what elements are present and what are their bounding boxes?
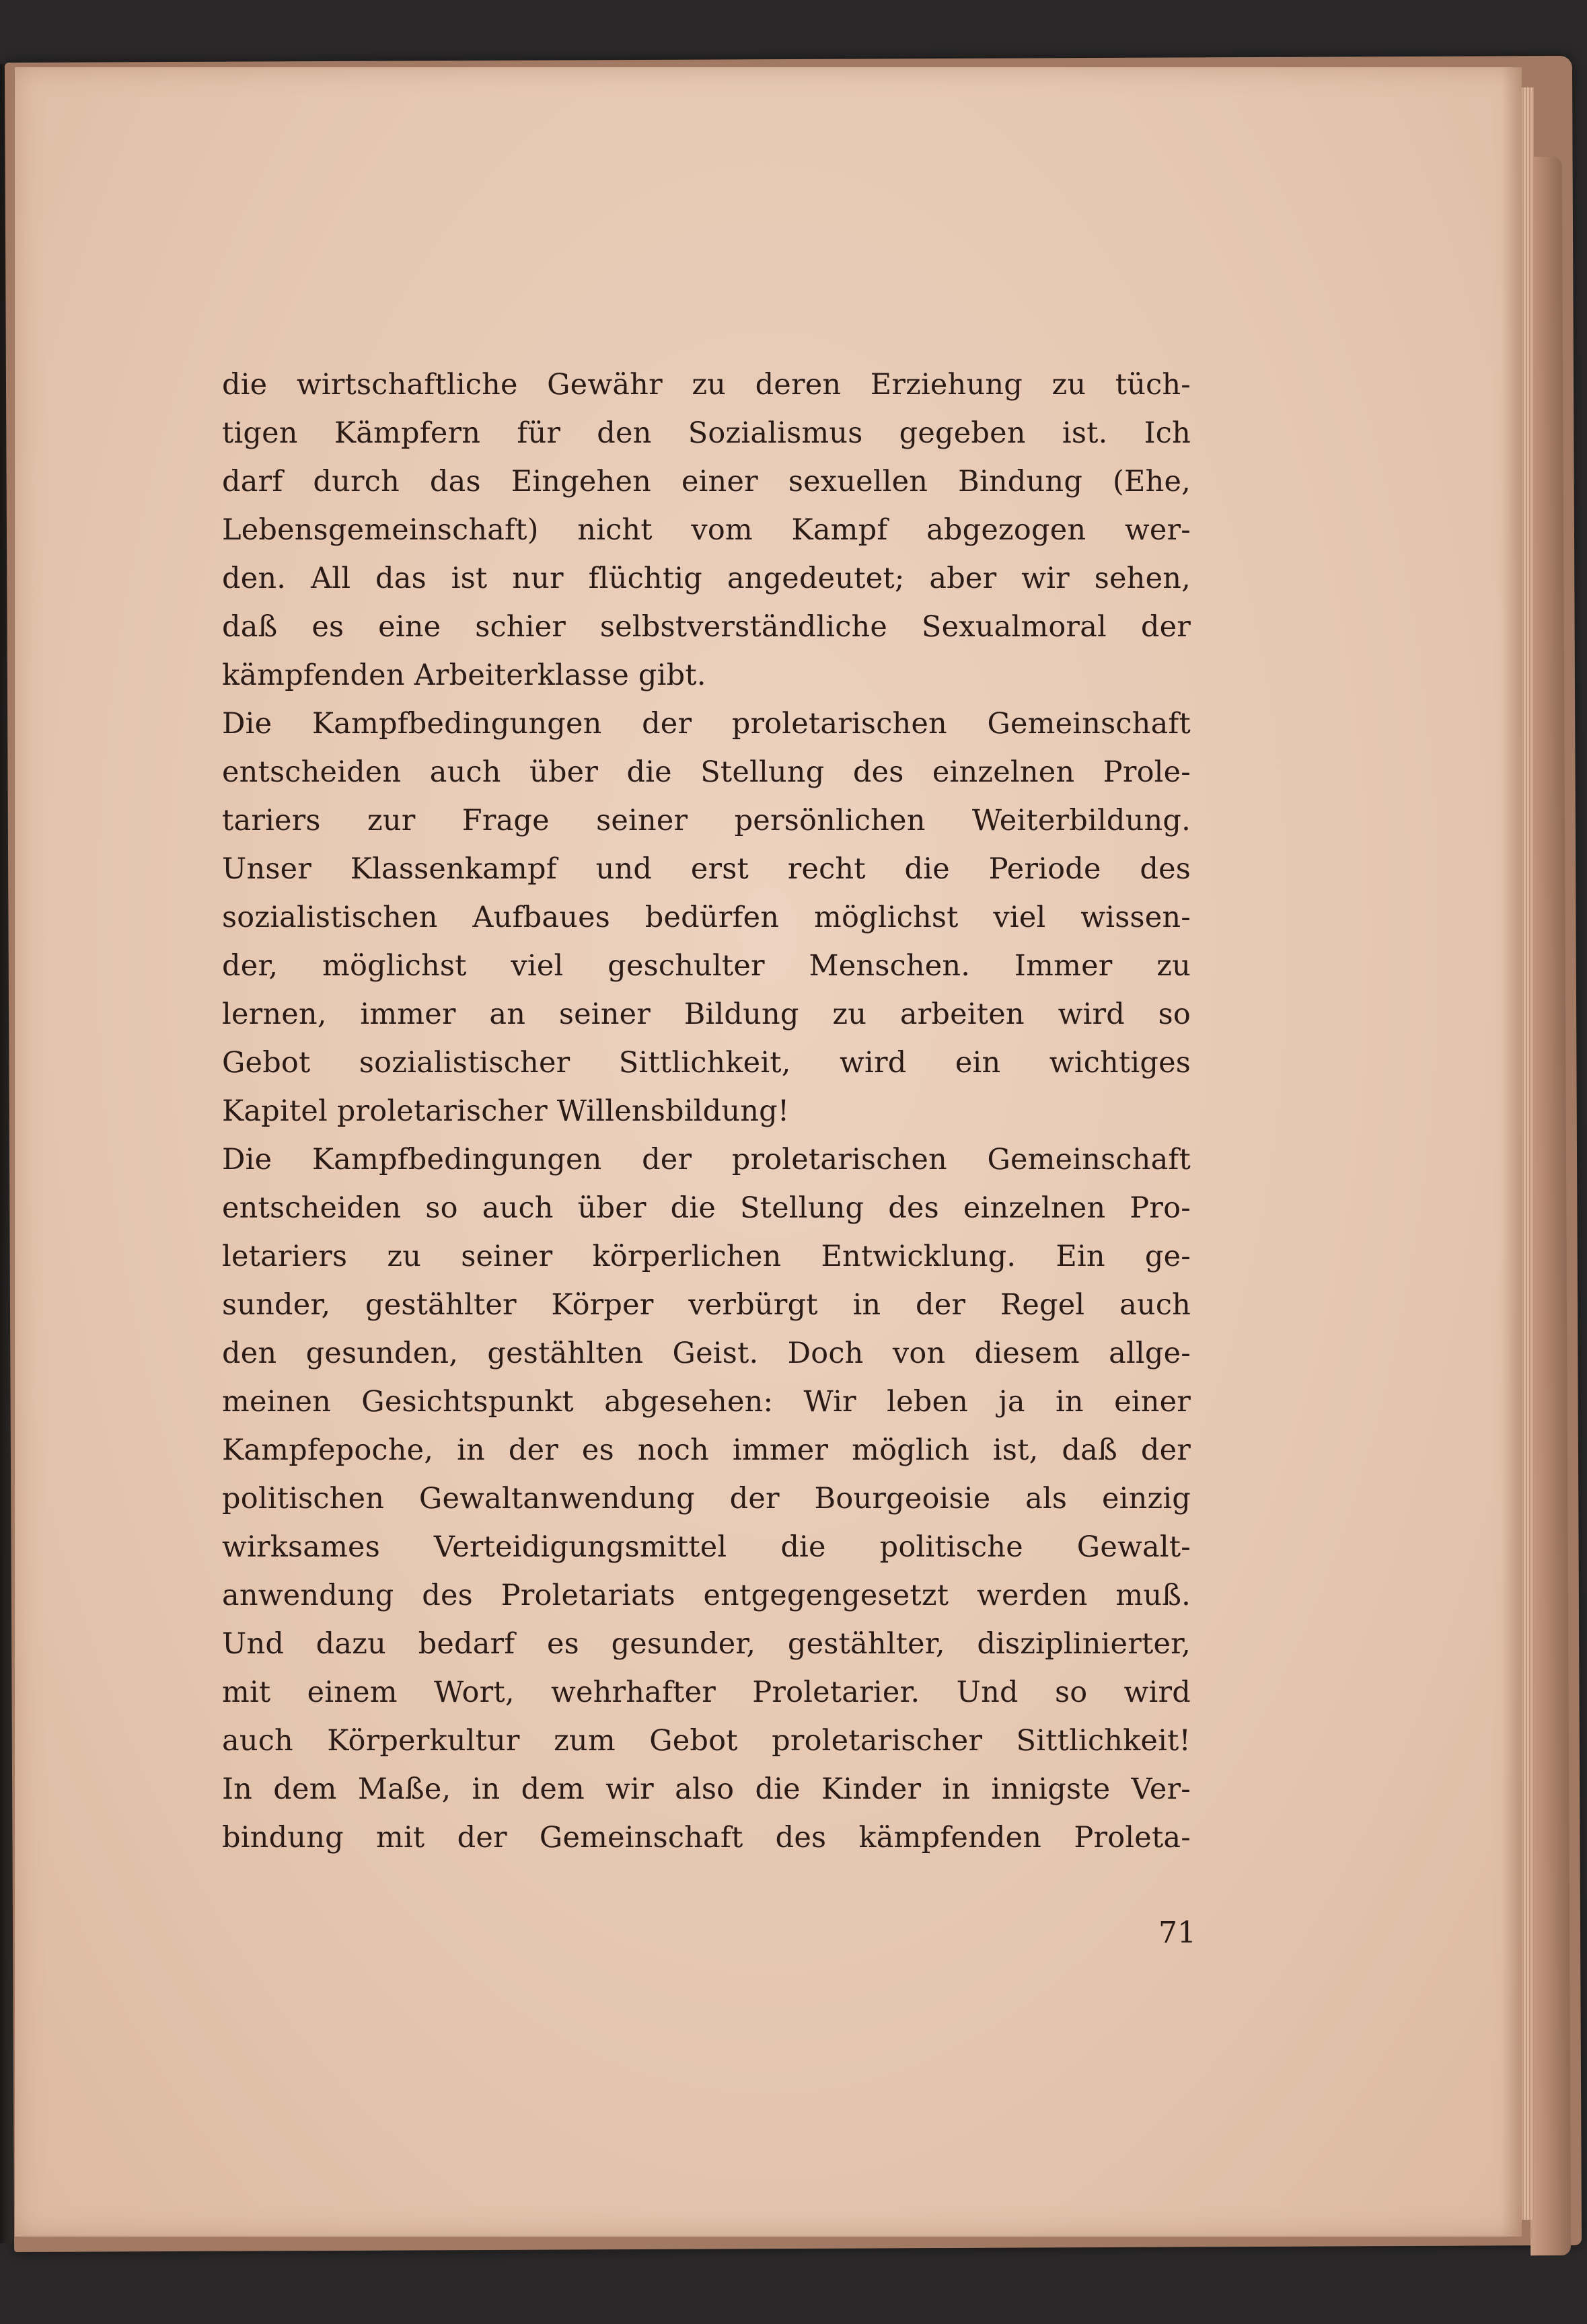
text-line: In dem Maße, in dem wir also die Kinder in innigste Ver- <box>222 1772 1191 1806</box>
text-line: Kampfepoche, in der es noch immer möglich ist, daß der <box>222 1433 1191 1467</box>
text-line: den. All das ist nur flüchtig angedeutet; aber wir sehen, <box>222 562 1191 595</box>
text-line: letariers zu seiner körperlichen Entwicklung. Ein ge- <box>222 1240 1191 1273</box>
text-line: darf durch das Eingehen einer sexuellen Bindung (Ehe, <box>222 465 1191 498</box>
text-line: anwendung des Proletariats entgegengesetzt werden muß. <box>222 1579 1191 1612</box>
text-line: Unser Klassenkampf und erst recht die Periode des <box>222 852 1191 886</box>
text-line: wirksames Verteidigungsmittel die politische Gewalt- <box>222 1530 1191 1564</box>
body-text <box>222 361 1191 1862</box>
text-line: auch Körperkultur zum Gebot proletarischer Sittlichkeit! <box>222 1724 1191 1758</box>
page-number: 71 <box>1158 1916 1196 1950</box>
text-line: entscheiden auch über die Stellung des einzelnen Prole- <box>222 755 1191 789</box>
text-line: tigen Kämpfern für den Sozialismus gegeben ist. Ich <box>222 416 1191 450</box>
text-line: entscheiden so auch über die Stellung des einzelnen Pro- <box>222 1191 1191 1225</box>
text-line: Die Kampfbedingungen der proletarischen Gemeinschaft <box>222 1143 1191 1176</box>
text-line: der, möglichst viel geschulter Menschen. Immer zu <box>222 949 1191 983</box>
text-line: daß es eine schier selbstverständliche Sexualmoral der <box>222 610 1191 644</box>
text-line: Und dazu bedarf es gesunder, gestählter, disziplinierter, <box>222 1627 1191 1661</box>
text-line: die wirtschaftliche Gewähr zu deren Erziehung zu tüch- <box>222 368 1191 402</box>
page-gutter-shadow <box>1502 67 1522 2237</box>
text-line: Kapitel proletarischer Willensbildung! <box>222 1094 790 1128</box>
text-line: den gesunden, gestählten Geist. Doch von diesem allge- <box>222 1337 1191 1370</box>
text-line: sunder, gestählter Körper verbürgt in der Regel auch <box>222 1288 1191 1322</box>
text-line: bindung mit der Gemeinschaft des kämpfenden Proleta- <box>222 1821 1191 1854</box>
text-line: Die Kampfbedingungen der proletarischen Gemeinschaft <box>222 707 1191 741</box>
text-line: sozialistischen Aufbaues bedürfen möglichst viel wissen- <box>222 901 1191 934</box>
text-line: mit einem Wort, wehrhafter Proletarier. Und so wird <box>222 1676 1191 1709</box>
text-line: Gebot sozialistischer Sittlichkeit, wird ein wichtiges <box>222 1046 1191 1080</box>
text-line: lernen, immer an seiner Bildung zu arbeiten wird so <box>222 998 1191 1031</box>
text-line: Lebensgemeinschaft) nicht vom Kampf abgezogen wer- <box>222 513 1191 547</box>
text-line: politischen Gewaltanwendung der Bourgeoisie als einzig <box>222 1482 1191 1515</box>
text-line: kämpfenden Arbeiterklasse gibt. <box>222 659 706 692</box>
text-line: meinen Gesichtspunkt abgesehen: Wir leben ja in einer <box>222 1385 1191 1419</box>
text-line: tariers zur Frage seiner persönlichen Weiterbildung. <box>222 804 1191 837</box>
